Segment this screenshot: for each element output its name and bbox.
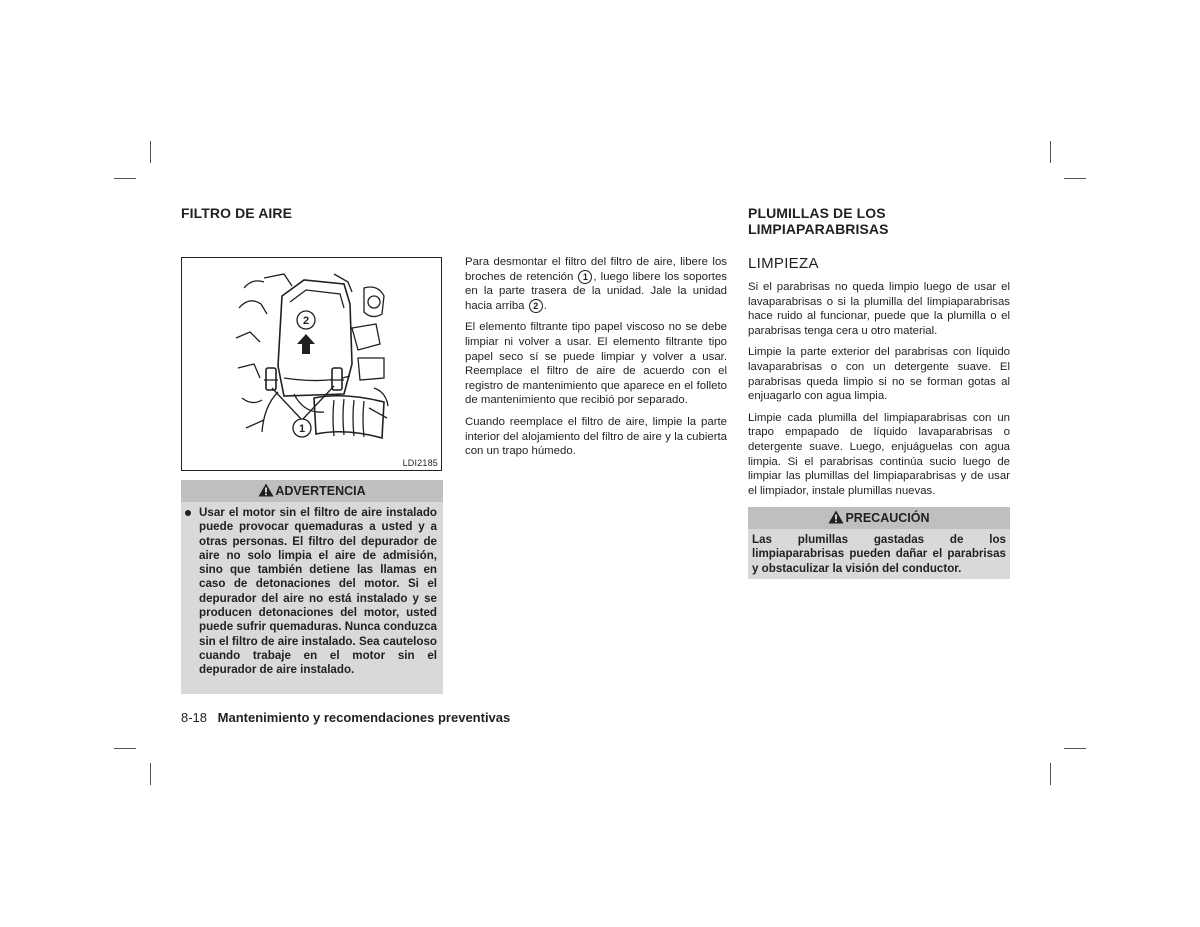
heading-line: LIMPIAPARABRISAS [748, 221, 889, 237]
section-heading-wipers [748, 205, 889, 237]
middle-column [465, 255, 727, 466]
crop-mark [1064, 748, 1086, 749]
air-filter-figure [181, 257, 442, 471]
right-column [748, 280, 1010, 505]
callout-ref-1: 1 [578, 270, 592, 284]
paragraph-element: El elemento filtrante tipo papel viscoso no se debe limpiar ni volver a usar. El elemento filtrante tipo papel seco sí se puede limpiar y volver a usar. Reemplace el filtro de aire de acuerdo con el registro de mantenimiento que aparece en el folleto de mantenimiento que recibió por separado. [465, 321, 727, 407]
heading-line: PLUMILLAS DE LOS [748, 205, 886, 221]
page-number: 8-18 [181, 710, 208, 725]
warning-title: ADVERTENCIA [275, 484, 366, 498]
crop-mark [1050, 763, 1051, 785]
paragraph-wiper-2: Limpie la parte exterior del parabrisas con líquido lavaparabrisas o con un detergente suave. El parabrisas queda limpio si no se forman gotas al enjuagarlo con agua limpia. [748, 346, 1010, 403]
paragraph-removal [465, 255, 727, 313]
crop-mark [114, 748, 136, 749]
subheading-cleaning: LIMPIEZA [748, 255, 819, 272]
paragraph-cleaning: Cuando reemplace el filtro de aire, limpie la parte interior del alojamiento del filtro de aire y la cubierta con un trapo húmedo. [465, 415, 727, 458]
section-heading-air-filter: FILTRO DE AIRE [181, 205, 293, 221]
page-footer [181, 710, 510, 725]
caution-text: Las plumillas gastadas de los limpiaparabrisas pueden dañar el parabrisas y obstaculizar la visión del conductor. [752, 533, 1006, 575]
callout-2-label: 2 [302, 315, 310, 327]
crop-mark [1064, 178, 1086, 179]
paragraph-wiper-1: Si el parabrisas no queda limpio luego de usar el lavaparabrisas o si la plumilla del limpiaparabrisas hace ruido al funcionar, puede que la plumilla o el parabrisas tenga cera u otro material. [748, 281, 1010, 337]
crop-mark [114, 178, 136, 179]
callout-1-label: 1 [298, 423, 306, 435]
warning-header [181, 480, 443, 502]
caution-title: PRECAUCIÓN [845, 511, 930, 525]
callout-ref-2: 2 [529, 299, 543, 313]
crop-mark [150, 763, 151, 785]
bullet-icon [185, 510, 191, 516]
warning-triangle-icon [258, 483, 274, 497]
text: . [543, 299, 547, 312]
warning-body [181, 502, 443, 682]
paragraph-wiper-3: Limpie cada plumilla del limpiaparabrisas con un trapo empapado de líquido lavaparabrisas o detergente suave. Luego, enjuáguelas con agua limpia. Si el parabrisas continúa sucio luego de limpiar las plumillas del limpiaparabrisas y de usar el limpiador, instale plumillas nuevas. [748, 411, 1010, 497]
text: Para desmontar el filtro del filtro de aire, libere los broches de retención [465, 256, 727, 283]
warning-triangle-icon [828, 510, 844, 524]
engine-illustration [234, 268, 394, 448]
crop-mark [1050, 141, 1051, 163]
caution-box [748, 507, 1010, 579]
arrow-up-icon [297, 334, 315, 354]
crop-mark [150, 141, 151, 163]
warning-box [181, 480, 443, 694]
text: , luego libere los soportes en la parte trasera de la unidad. Jale la unidad hacia arriba [465, 270, 727, 312]
chapter-title: Mantenimiento y recomendaciones preventivas [217, 710, 511, 725]
warning-text: Usar el motor sin el filtro de aire instalado puede provocar quemaduras a usted y a otras personas. El filtro del depurador de aire no solo limpia el aire de admisión, sino que también detiene las llamas en caso de detonaciones del motor. Si el depurador del aire no está instalado y se producen detonaciones del motor, usted puede sufrir quemaduras. Nunca conduzca sin el filtro de aire instalado. Sea cauteloso cuando trabaje en el motor sin el depurador de aire instalado. [199, 506, 437, 677]
caution-header [748, 507, 1010, 529]
figure-code: LDI2185 [402, 458, 438, 468]
